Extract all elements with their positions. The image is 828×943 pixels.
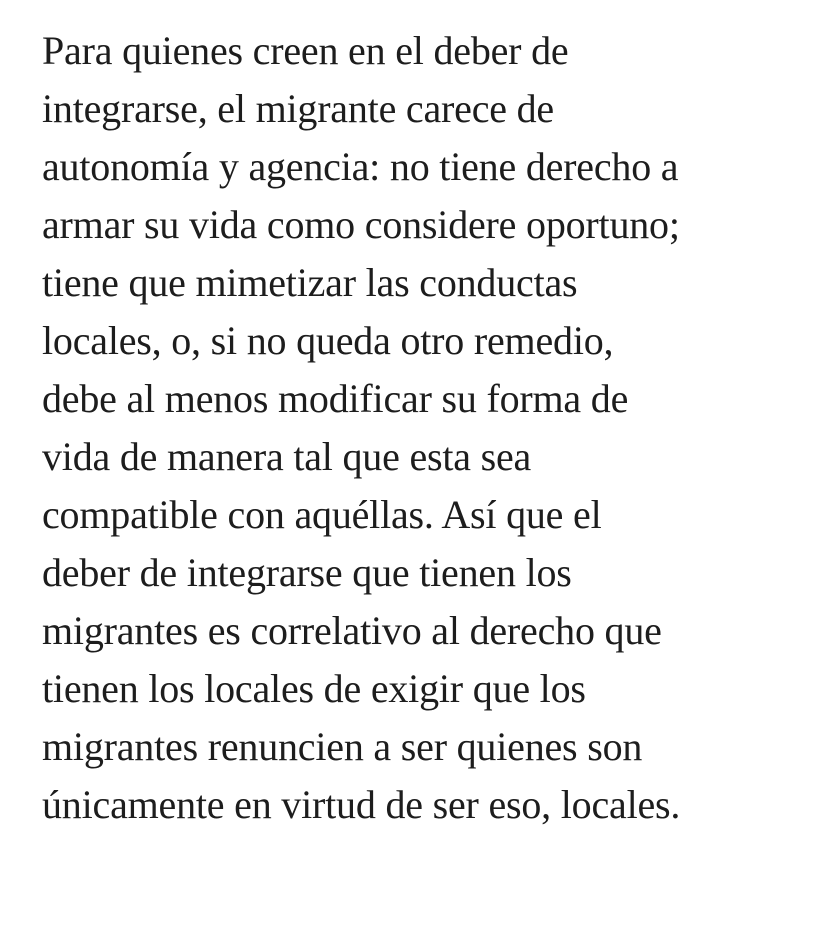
text-line: locales, o, si no queda otro remedio, [42, 318, 614, 363]
text-line: deber de integrarse que tienen los [42, 550, 572, 595]
text-line: compatible con aquéllas. Así que el [42, 492, 602, 537]
paragraph-text [42, 22, 822, 834]
text-line: armar su vida como considere oportuno; [42, 202, 680, 247]
text-line: integrarse, el migrante carece de [42, 86, 554, 131]
text-line: únicamente en virtud de ser eso, locales. [42, 782, 681, 827]
text-line: tienen los locales de exigir que los [42, 666, 586, 711]
text-line: tiene que mimetizar las conductas [42, 260, 578, 305]
text-line: vida de manera tal que esta sea [42, 434, 532, 479]
text-line: debe al menos modificar su forma de [42, 376, 629, 421]
text-line: migrantes es correlativo al derecho que [42, 608, 662, 653]
text-line: autonomía y agencia: no tiene derecho a [42, 144, 679, 189]
text-line: Para quienes creen en el deber de [42, 28, 569, 73]
text-line: migrantes renuncien a ser quienes son [42, 724, 643, 769]
